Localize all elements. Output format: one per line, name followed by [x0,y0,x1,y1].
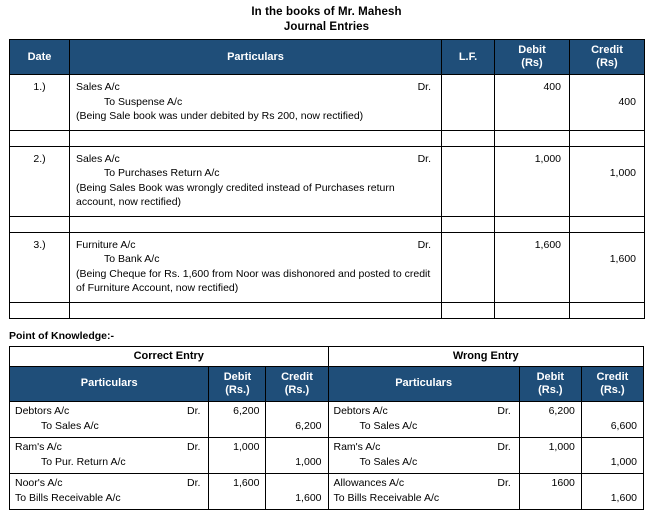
debit-account-name: Furniture A/c [76,238,136,251]
column-header-correct-particulars: Particulars [10,366,209,401]
journal-entry-lf [442,232,495,302]
correct-particulars [10,401,209,437]
dr-tag: Dr. [187,440,201,453]
column-header-correct-credit-line2: (Rs.) [284,383,310,396]
journal-entry-credit [570,75,645,131]
group-header-wrong-entry: Wrong Entry [328,346,644,366]
column-header-date: Date [10,40,70,75]
table-row [10,146,645,216]
table-row [10,232,645,302]
wrong-particulars [328,437,519,473]
column-header-lf: L.F. [442,40,495,75]
journal-entry-credit [570,232,645,302]
journal-entry-credit-value: 1,600 [609,253,636,265]
column-header-debit-line1: Debit [518,44,546,56]
correct-debit-account-line [15,476,203,491]
compare-column-header-row [10,366,644,401]
wrong-debit-amount: 6,200 [519,401,581,437]
column-header-correct-debit-line1: Debit [223,370,252,383]
journal-entries-table [9,39,645,319]
correct-debit-account-line [15,440,203,455]
wrong-debit-account-name: Allowances A/c [333,476,405,489]
journal-entry-date: 2.) [10,146,70,216]
dr-tag: Dr. [187,476,201,489]
debit-account-name: Sales A/c [76,81,120,93]
column-header-credit-line2: (Rs) [596,57,618,69]
narration: (Being Cheque for Rs. 1,600 from Noor was dishonored and posted to credit of Furniture Account, now rectified) [76,267,431,294]
credit-account-line: To Bank A/c [104,253,160,265]
correct-credit-amount-value: 1,000 [295,455,322,468]
correct-particulars [10,473,209,509]
table-row [10,473,644,509]
column-header-correct-debit [209,366,266,401]
dr-tag: Dr. [417,238,431,251]
empty-cell-lf [442,302,495,318]
debit-account-line [76,80,435,95]
wrong-credit-account-line: To Sales A/c [359,455,418,468]
correct-debit-account-line [15,404,203,419]
wrong-credit-account-line: To Sales A/c [359,419,418,432]
column-header-debit-line2: (Rs) [521,57,543,69]
wrong-particulars [328,401,519,437]
correct-debit-amount: 6,200 [209,401,266,437]
correct-particulars [10,437,209,473]
column-header-wrong-debit-line2: (Rs.) [538,383,563,396]
journal-entry-particulars [70,75,442,131]
spacer-row [10,130,645,146]
spacer-cell-date [10,216,70,232]
dr-tag: Dr. [497,440,511,453]
column-header-correct-credit-line1: Credit [281,370,313,383]
correct-credit-account-line: To Sales A/c [41,419,99,432]
journal-entry-debit: 400 [495,75,570,131]
journal-entry-credit [570,146,645,216]
journal-entry-credit-value: 1,000 [609,167,636,179]
credit-account-line: To Purchases Return A/c [104,167,220,179]
correct-credit-account-line: To Bills Receivable A/c [15,491,121,504]
wrong-credit-account-line: To Bills Receivable A/c [333,491,440,504]
journal-entry-debit: 1,600 [495,232,570,302]
spacer-cell-credit [570,216,645,232]
empty-cell-credit [570,302,645,318]
column-header-particulars: Particulars [70,40,442,75]
correct-credit-amount [266,473,328,509]
correct-debit-account-name: Debtors A/c [15,404,70,417]
wrong-debit-amount: 1600 [519,473,581,509]
column-header-correct-debit-line2: (Rs.) [225,383,250,396]
spacer-cell-particulars [70,130,442,146]
journal-entry-lf [442,146,495,216]
table-row [10,75,645,131]
spacer-row [10,216,645,232]
correct-credit-amount [266,401,328,437]
correct-credit-amount-value: 1,600 [295,491,322,504]
correct-debit-account-name: Ram's A/c [15,440,62,453]
dr-tag: Dr. [497,404,511,417]
column-header-wrong-debit [519,366,581,401]
table-row [10,401,644,437]
journal-header-row [10,40,645,75]
credit-account-line: To Suspense A/c [104,95,183,108]
column-header-correct-credit [266,366,328,401]
journal-entry-date: 1.) [10,75,70,131]
spacer-cell-debit [495,216,570,232]
group-header-correct-entry: Correct Entry [10,346,329,366]
wrong-credit-amount [581,401,643,437]
wrong-debit-account-line [334,440,514,455]
empty-cell-date [10,302,70,318]
correct-debit-account-name: Noor's A/c [15,476,63,489]
correct-credit-amount-value: 6,200 [295,419,322,432]
journal-entry-credit-value: 400 [618,95,636,108]
column-header-wrong-credit [581,366,643,401]
wrong-debit-account-name: Ram's A/c [333,440,381,453]
wrong-debit-account-name: Debtors A/c [333,404,388,417]
wrong-credit-amount-value: 1,600 [610,491,637,504]
spacer-cell-debit [495,130,570,146]
trailing-empty-row [10,302,645,318]
dr-tag: Dr. [497,476,511,489]
correct-credit-account-line: To Pur. Return A/c [41,455,126,468]
compare-group-header-row [10,346,644,366]
column-header-debit [495,40,570,75]
empty-cell-particulars [70,302,442,318]
journal-entry-particulars [70,232,442,302]
journal-entry-debit: 1,000 [495,146,570,216]
page-subtitle: Journal Entries [283,21,370,33]
spacer-cell-date [10,130,70,146]
debit-account-line [76,238,435,253]
column-header-credit [570,40,645,75]
column-header-wrong-credit-line1: Credit [596,370,629,383]
journal-entry-date: 3.) [10,232,70,302]
wrong-particulars [328,473,519,509]
point-of-knowledge-label: Point of Knowledge:- [9,329,114,342]
wrong-debit-account-line [334,404,514,419]
journal-entry-lf [442,75,495,131]
debit-account-name: Sales A/c [76,152,120,165]
correct-credit-amount [266,437,328,473]
correct-debit-amount: 1,600 [209,473,266,509]
column-header-wrong-debit-line1: Debit [536,370,565,383]
column-header-wrong-particulars: Particulars [328,366,519,401]
spacer-cell-lf [442,130,495,146]
narration: (Being Sale book was under debited by Rs 200, now rectified) [76,110,364,122]
narration: (Being Sales Book was wrongly credited instead of Purchases return account, now rectified) [76,181,395,208]
column-header-credit-line1: Credit [591,44,623,56]
journal-entry-particulars [70,146,442,216]
wrong-debit-account-line [334,476,514,491]
spacer-cell-lf [442,216,495,232]
dr-tag: Dr. [417,81,431,93]
debit-account-line [76,152,435,167]
wrong-credit-amount-value: 1,000 [610,455,637,468]
dr-tag: Dr. [187,404,201,417]
dr-tag: Dr. [417,152,431,165]
wrong-credit-amount [581,437,643,473]
table-row [10,437,644,473]
correct-debit-amount: 1,000 [209,437,266,473]
wrong-credit-amount [581,473,643,509]
page-title: In the books of Mr. Mahesh [251,6,402,18]
column-header-wrong-credit-line2: (Rs.) [600,383,625,396]
wrong-credit-amount-value: 6,600 [610,419,637,432]
spacer-cell-credit [570,130,645,146]
correct-vs-wrong-entry-table [9,346,644,510]
spacer-cell-particulars [70,216,442,232]
wrong-debit-amount: 1,000 [519,437,581,473]
empty-cell-debit [495,302,570,318]
